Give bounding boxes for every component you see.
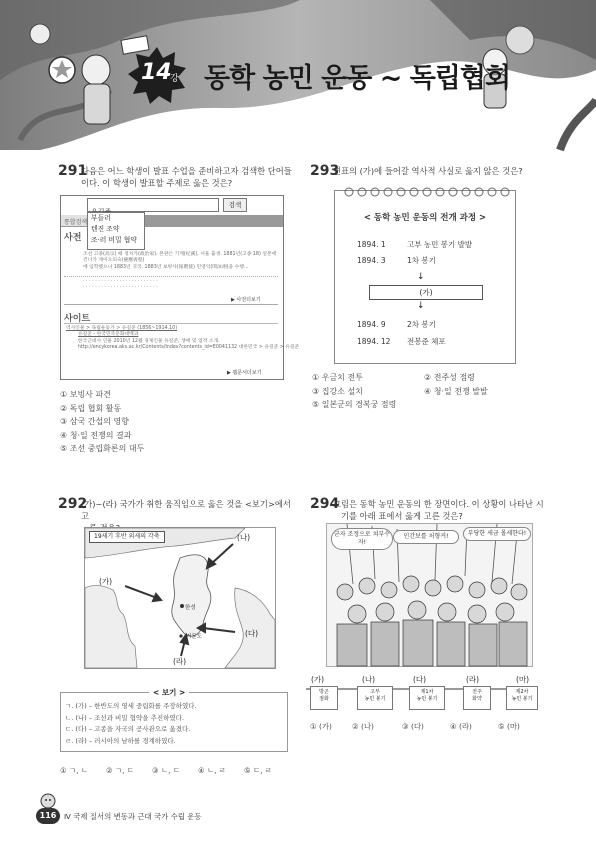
- site-result-link[interactable]: 역사인물 > 독립운동가 > 유길준 (1856~1914.10): [66, 326, 178, 331]
- stage-text: 농민 봉기: [416, 695, 438, 702]
- question-text-line1: (가)~(라) 국가가 취한 움직임으로 옳은 것을 <보기>에서 고: [81, 499, 291, 521]
- stage-text: 전주: [472, 689, 482, 695]
- choice[interactable]: ④ ㄴ, ㄹ: [198, 766, 226, 775]
- divider: [64, 323, 278, 324]
- section-site: 사이트: [64, 314, 91, 324]
- stage-text: 제2차: [515, 689, 529, 695]
- bogi-item: ㄷ. (다) – 고종을 자국의 공사관으로 옮겼다.: [65, 725, 191, 733]
- dictionary-text: [83, 252, 278, 271]
- event-date: 1894. 3: [357, 256, 386, 265]
- choice[interactable]: ④ 청·일 전쟁의 결과: [60, 430, 132, 440]
- site-results: [66, 326, 300, 351]
- choices-291: [60, 388, 144, 456]
- event-text: 2차 봉기: [407, 320, 436, 329]
- stage-box: [463, 686, 491, 710]
- stage-box: [409, 686, 445, 710]
- choice[interactable]: ⑤ 일본군의 경복궁 점령: [312, 400, 397, 410]
- speech-bubble: 인간보를 처형커!: [393, 530, 459, 544]
- site-result-url: http://encykorea.aks.ac.kr/Contents/Index?contents_id=E0041132 대한민국 > 유길준 > 유길준: [78, 344, 300, 350]
- question-number: 294: [310, 496, 340, 512]
- question-text-line2: 기를 아래 표에서 옳게 고른 것은?: [341, 511, 463, 521]
- page-number: 116: [36, 808, 60, 824]
- lesson-number: 14: [141, 60, 172, 85]
- map-island-geomundo: 거문도: [186, 634, 202, 640]
- map-label-na: (나): [237, 533, 251, 542]
- choice[interactable]: ④ 청·일 전쟁 발발: [424, 386, 488, 396]
- question-293: [310, 165, 550, 177]
- stage-box: [357, 686, 393, 710]
- autocomplete-dropdown: [87, 212, 145, 250]
- stage-text: 화약: [472, 695, 482, 702]
- stage-letter: (다): [413, 675, 427, 684]
- speech-bubble: 부당한 세금 몰세한다!: [463, 527, 531, 541]
- stage-text: 농민 봉기: [364, 695, 386, 702]
- stage-text: 농민 봉기: [511, 695, 533, 702]
- choice[interactable]: ① 우금치 전투: [312, 373, 363, 382]
- choice[interactable]: ② (나): [352, 722, 374, 731]
- stage-text: 제1차: [420, 689, 434, 695]
- stage-box: [310, 686, 338, 710]
- dictionary-line: 에 입학했으나 1883년 귀국. 1883년 보빙사(報聘使) 민영익(閔泳翊)을 수행…: [83, 264, 249, 270]
- speech-bubble: 군자 조정으로 쳐부수자!: [331, 528, 393, 550]
- stage-letter: (가): [311, 675, 325, 684]
- bogi-item: ㄴ. (나) – 조선과 비밀 협약을 추진하였다.: [65, 713, 185, 722]
- choice[interactable]: ① (가): [310, 722, 332, 731]
- event-date: 1894. 9: [357, 320, 386, 329]
- choice[interactable]: ② ㄱ, ㄷ: [106, 766, 134, 775]
- event-text: 고부 농민 봉기 발발: [407, 240, 473, 249]
- timeline-notepad: [334, 190, 516, 364]
- question-text: 연표의 (가)에 들어갈 역사적 사실로 옳지 않은 것은?: [333, 166, 523, 176]
- dropdown-item[interactable]: 텐진 조약: [91, 225, 120, 233]
- map-label-da: (다): [245, 629, 259, 638]
- timeline-events-top: [357, 237, 472, 269]
- tab-bar-dark: [139, 215, 283, 226]
- search-button[interactable]: 검색: [223, 198, 247, 212]
- timeline-title: < 동학 농민 운동의 전개 과정 >: [363, 213, 487, 223]
- section-dictionary: 사전: [64, 233, 82, 243]
- choice[interactable]: ② 전주성 점령: [424, 373, 475, 382]
- question-291: [58, 165, 298, 189]
- korea-map-svg: [85, 528, 275, 668]
- question-text-line2: 이다. 이 학생이 발표할 주제로 옳은 것은?: [81, 178, 233, 188]
- dictionary-line: 조선 고종(高宗) 때 정치가(政治家). 본관은 기계(杞溪), 서울 출생. 1881년(고종 18) 일본에 건너가 게이오의숙(慶應義塾): [83, 252, 277, 264]
- bogi-list: [65, 701, 197, 747]
- question-number: 292: [58, 496, 88, 512]
- divider: [64, 304, 278, 305]
- arrow-down-icon: ↓: [417, 301, 425, 311]
- question-text-line1: 그림은 동학 농민 운동의 한 장면이다. 이 상황이 나타난 시: [333, 499, 544, 509]
- event-text: 1차 봉기: [407, 256, 436, 265]
- event-date: 1894. 12: [357, 337, 391, 346]
- map-label-ga: (가): [99, 577, 113, 586]
- stage-table: [306, 674, 536, 710]
- dict-more-link[interactable]: ▶ 사전더보기: [231, 297, 261, 303]
- bogi-item: ㄹ. (라) – 러시아의 남하를 경계하였다.: [65, 736, 176, 745]
- event-text: 전봉준 체포: [407, 337, 446, 346]
- timeline-events-bottom: [357, 316, 446, 350]
- map-city-hanseong: 한성: [185, 605, 196, 611]
- bogi-title: < 보기 >: [149, 687, 189, 698]
- choices-293: [312, 371, 542, 412]
- blank-box-ga: (가): [369, 285, 483, 300]
- footer-mascot-icon: [40, 793, 56, 809]
- stage-text: 방곤: [319, 689, 329, 695]
- question-text-line1: 다음은 어느 학생이 발표 수업을 준비하고자 검색한 단어들: [81, 166, 292, 176]
- choice[interactable]: ① ㄱ, ㄴ: [60, 766, 88, 775]
- choice[interactable]: ① 보빙사 파견: [60, 390, 111, 399]
- site-more-link[interactable]: ▶ 웹문서더보기: [227, 370, 262, 376]
- dropdown-item[interactable]: 조·러 비밀 협약: [91, 236, 137, 244]
- site-result-link[interactable]: 유길준 - 한국민족문화대백과: [78, 332, 139, 338]
- stage-letter: (마): [516, 675, 530, 684]
- search-result-screenshot: [60, 195, 300, 380]
- choice[interactable]: ③ (다): [402, 722, 424, 731]
- lesson-suffix: 강: [170, 74, 179, 84]
- stage-letter: (라): [466, 675, 480, 684]
- choice[interactable]: ② 독립 협회 활동: [60, 403, 122, 413]
- bogi-item: ㄱ. (가) – 한반도의 영세 중립화를 주장하였다.: [65, 702, 197, 710]
- stage-letter: (나): [362, 675, 376, 684]
- bogi-box: [60, 688, 288, 752]
- choice[interactable]: ⑤ (마): [498, 722, 520, 731]
- divider: [64, 276, 278, 277]
- map-caption: 19세기 후반 외세의 각축: [89, 531, 165, 543]
- choice[interactable]: ⑤ ㄷ, ㄹ: [244, 766, 272, 775]
- event-date: 1894. 1: [357, 240, 386, 249]
- question-number: 293: [310, 163, 340, 179]
- choice[interactable]: ③ 삼국 간섭의 영향: [60, 417, 129, 427]
- choice[interactable]: ③ 집강소 설치: [312, 386, 363, 396]
- tab-integrated[interactable]: 통합검색: [64, 219, 88, 226]
- map-19th-century: [84, 527, 276, 669]
- peasant-uprising-illustration: [326, 523, 533, 667]
- stage-box: [506, 686, 538, 710]
- notepad-rings: [335, 185, 515, 199]
- page-title: 동학 농민 운동 ~ 독립협회: [204, 63, 511, 94]
- choice[interactable]: ④ (라): [450, 722, 472, 731]
- dictionary-links: · · · · · · · · · · · · · · · · · · · · · · · · · · · · · · · · · · · · · · · · · · · · · · · · · ·: [83, 279, 158, 291]
- search-input[interactable]: [87, 198, 219, 212]
- choice[interactable]: ③ ㄴ, ㄷ: [152, 766, 180, 775]
- map-label-ra: (라): [173, 657, 187, 666]
- arrow-down-icon: ↓: [417, 272, 425, 282]
- site-result-desc: 한국근대사 인물 2010년 12월 경제인물 유길준, 생애 및 업적 소개.: [78, 338, 220, 344]
- dropdown-item[interactable]: 부들러: [91, 214, 111, 222]
- question-294: [310, 498, 550, 522]
- chapter-title: Ⅳ 국제 질서의 변동과 근대 국가 수립 운동: [64, 812, 202, 821]
- choice[interactable]: ⑤ 조선 중립화론의 대두: [60, 444, 145, 454]
- question-number: 291: [58, 163, 88, 179]
- stage-text: 점화: [319, 695, 329, 702]
- stage-text: 고부: [370, 689, 380, 695]
